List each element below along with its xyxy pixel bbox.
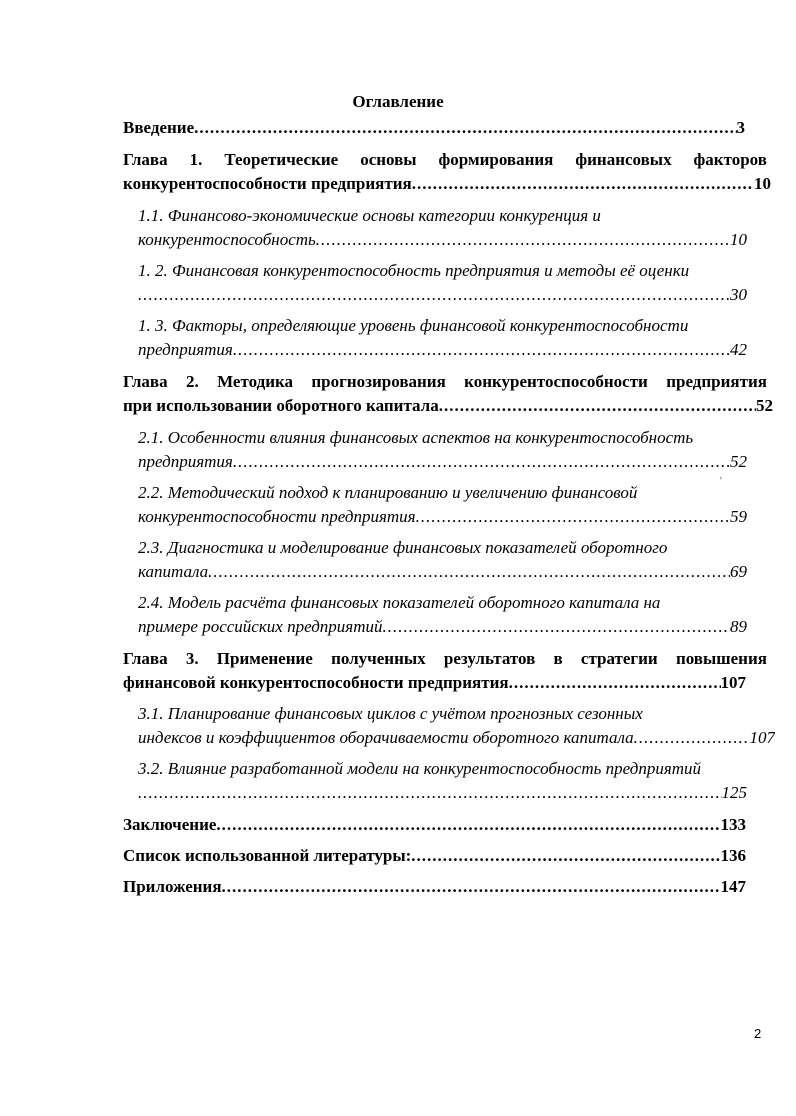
word: полученных [331,649,426,668]
word: прогнозирования [311,372,446,391]
dot-leader [194,116,736,140]
toc-page-number: 42 [730,340,747,359]
toc-entry-title: 1. 2. Финансовая конкурентоспособность предприятия и методы её оценки [138,261,690,280]
toc-section-2-3-line2[interactable] [138,560,747,584]
toc-entry-title: 2.1. Особенности влияния финансовых аспектов на конкурентоспособность [138,428,694,447]
toc-chapter1-line2[interactable] [123,172,771,196]
toc-page-number: 30 [730,285,747,304]
toc-page-number: 10 [754,174,771,193]
word: финансовых [575,150,672,169]
toc-entry-title: 1. 3. Факторы, определяющие уровень финансовой конкурентоспособности [138,316,689,335]
toc-entry-intro[interactable] [123,116,745,140]
toc-entry-title: 2.2. Методический подход к планированию и увеличению финансовой [138,483,638,502]
toc-page-number: 89 [730,617,747,636]
toc-section-3-2-line2[interactable] [138,781,747,805]
toc-entry-title: 2.3. Диагностика и моделирование финансовых показателей оборотного [138,538,668,557]
toc-entry-title: Список использованной литературы: [123,846,412,865]
word: конкурентоспособности [464,372,648,391]
word: Глава [123,150,168,169]
toc-entry-title: примере российских предприятий [138,617,383,636]
dot-leader [222,875,721,899]
word: в [553,649,563,668]
toc-section-3-1-line1[interactable] [138,702,768,726]
toc-entry-title: 3.1. Планирование финансовых циклов с учётом прогнозных сезонных [138,704,643,723]
toc-section-1-3-line1[interactable] [138,314,768,338]
toc-page-number: 3 [736,118,745,137]
toc-page-number: 125 [721,783,747,802]
toc-section-2-1-line2[interactable] [138,450,747,474]
toc-page-number: 133 [720,815,746,834]
dot-leader [439,394,756,418]
dot-leader [634,726,750,750]
toc-section-2-1-line1[interactable] [138,426,768,450]
toc-entry-title: предприятия [138,340,233,359]
toc-section-2-4-line1[interactable] [138,591,768,615]
toc-entry-title: конкурентоспособность [138,230,316,249]
word: Теоретические [224,150,339,169]
dot-leader [138,781,722,805]
toc-entry-title: 1.1. Финансово-экономические основы категории конкуренция и [138,206,601,225]
word: формирования [438,150,554,169]
toc-page-number: 52 [756,396,773,415]
toc-section-3-1-line2[interactable] [138,726,775,750]
toc-page-number: 136 [720,846,746,865]
toc-entry-conclusion[interactable] [123,813,746,837]
dot-leader [416,505,730,529]
toc-entry-references[interactable] [123,844,746,868]
word: факторов [693,150,767,169]
toc-entry-appendix[interactable] [123,875,746,899]
word: Методика [217,372,294,391]
word: стратегии [580,649,658,668]
toc-chapter2-line2[interactable] [123,394,773,418]
word: основы [360,150,417,169]
dot-leader [316,228,730,252]
toc-section-1-2-line1[interactable] [138,259,768,283]
toc-page-number: 10 [730,230,747,249]
toc-entry-title: при использовании оборотного капитала [123,396,439,415]
toc-section-1-1-line2[interactable] [138,228,747,252]
toc-entry-title: 2.4. Модель расчёта финансовых показателей оборотного капитала на [138,593,661,612]
word: Глава [123,649,168,668]
toc-entry-title: индексов и коэффициентов оборачиваемости оборотного капитала [138,728,634,747]
toc-section-2-2-line2[interactable] [138,505,747,529]
toc-entry-title: конкурентоспособности предприятия [138,507,416,526]
toc-section-1-3-line2[interactable] [138,338,747,362]
toc-entry-title: конкурентоспособности предприятия [123,174,412,193]
word: предприятия [666,372,767,391]
toc-entry-title: Приложения [123,877,222,896]
word: 3. [185,649,199,668]
dot-leader [216,813,720,837]
toc-page-number: 107 [749,728,775,747]
dot-leader [412,172,754,196]
dot-leader [509,671,721,695]
word: повышения [675,649,767,668]
toc-entry-title: 3.2. Влияние разработанной модели на конкурентоспособность предприятий [138,759,702,778]
word: 2. [185,372,199,391]
toc-heading: Оглавление [352,92,444,111]
toc-section-3-2-line1[interactable] [138,757,772,781]
toc-page-number: 52 [730,452,747,471]
toc-page-number: 59 [730,507,747,526]
toc-page-number: 107 [720,673,746,692]
toc-entry-title: финансовой конкурентоспособности предприятия [123,673,509,692]
dot-leader [138,283,730,307]
word: 1. [189,150,203,169]
toc-chapter3-line1[interactable] [123,647,767,671]
scan-artifact: ' [720,476,722,487]
toc-chapter3-line2[interactable] [123,671,746,695]
toc-page-number: 69 [730,562,747,581]
dot-leader [411,844,720,868]
dot-leader [382,615,730,639]
dot-leader [233,338,730,362]
dot-leader [233,450,730,474]
toc-entry-title: Заключение [123,815,217,834]
toc-entry-title: Введение [123,118,195,137]
word: результатов [443,649,536,668]
toc-page-number: 147 [720,877,746,896]
toc-chapter2-line1[interactable] [123,370,767,394]
toc-chapter1-line1[interactable] [123,148,767,172]
toc-section-2-4-line2[interactable] [138,615,747,639]
toc-entry-title: капитала [138,562,209,581]
word: Применение [216,649,313,668]
page-number: 2 [754,1026,762,1041]
toc-section-1-1-line1[interactable] [138,204,768,228]
toc-section-1-2-line2[interactable] [138,283,747,307]
toc-section-2-2-line1[interactable] [138,481,768,505]
dot-leader [208,560,730,584]
word: Глава [123,372,168,391]
toc-entry-title: предприятия [138,452,233,471]
toc-section-2-3-line1[interactable] [138,536,768,560]
